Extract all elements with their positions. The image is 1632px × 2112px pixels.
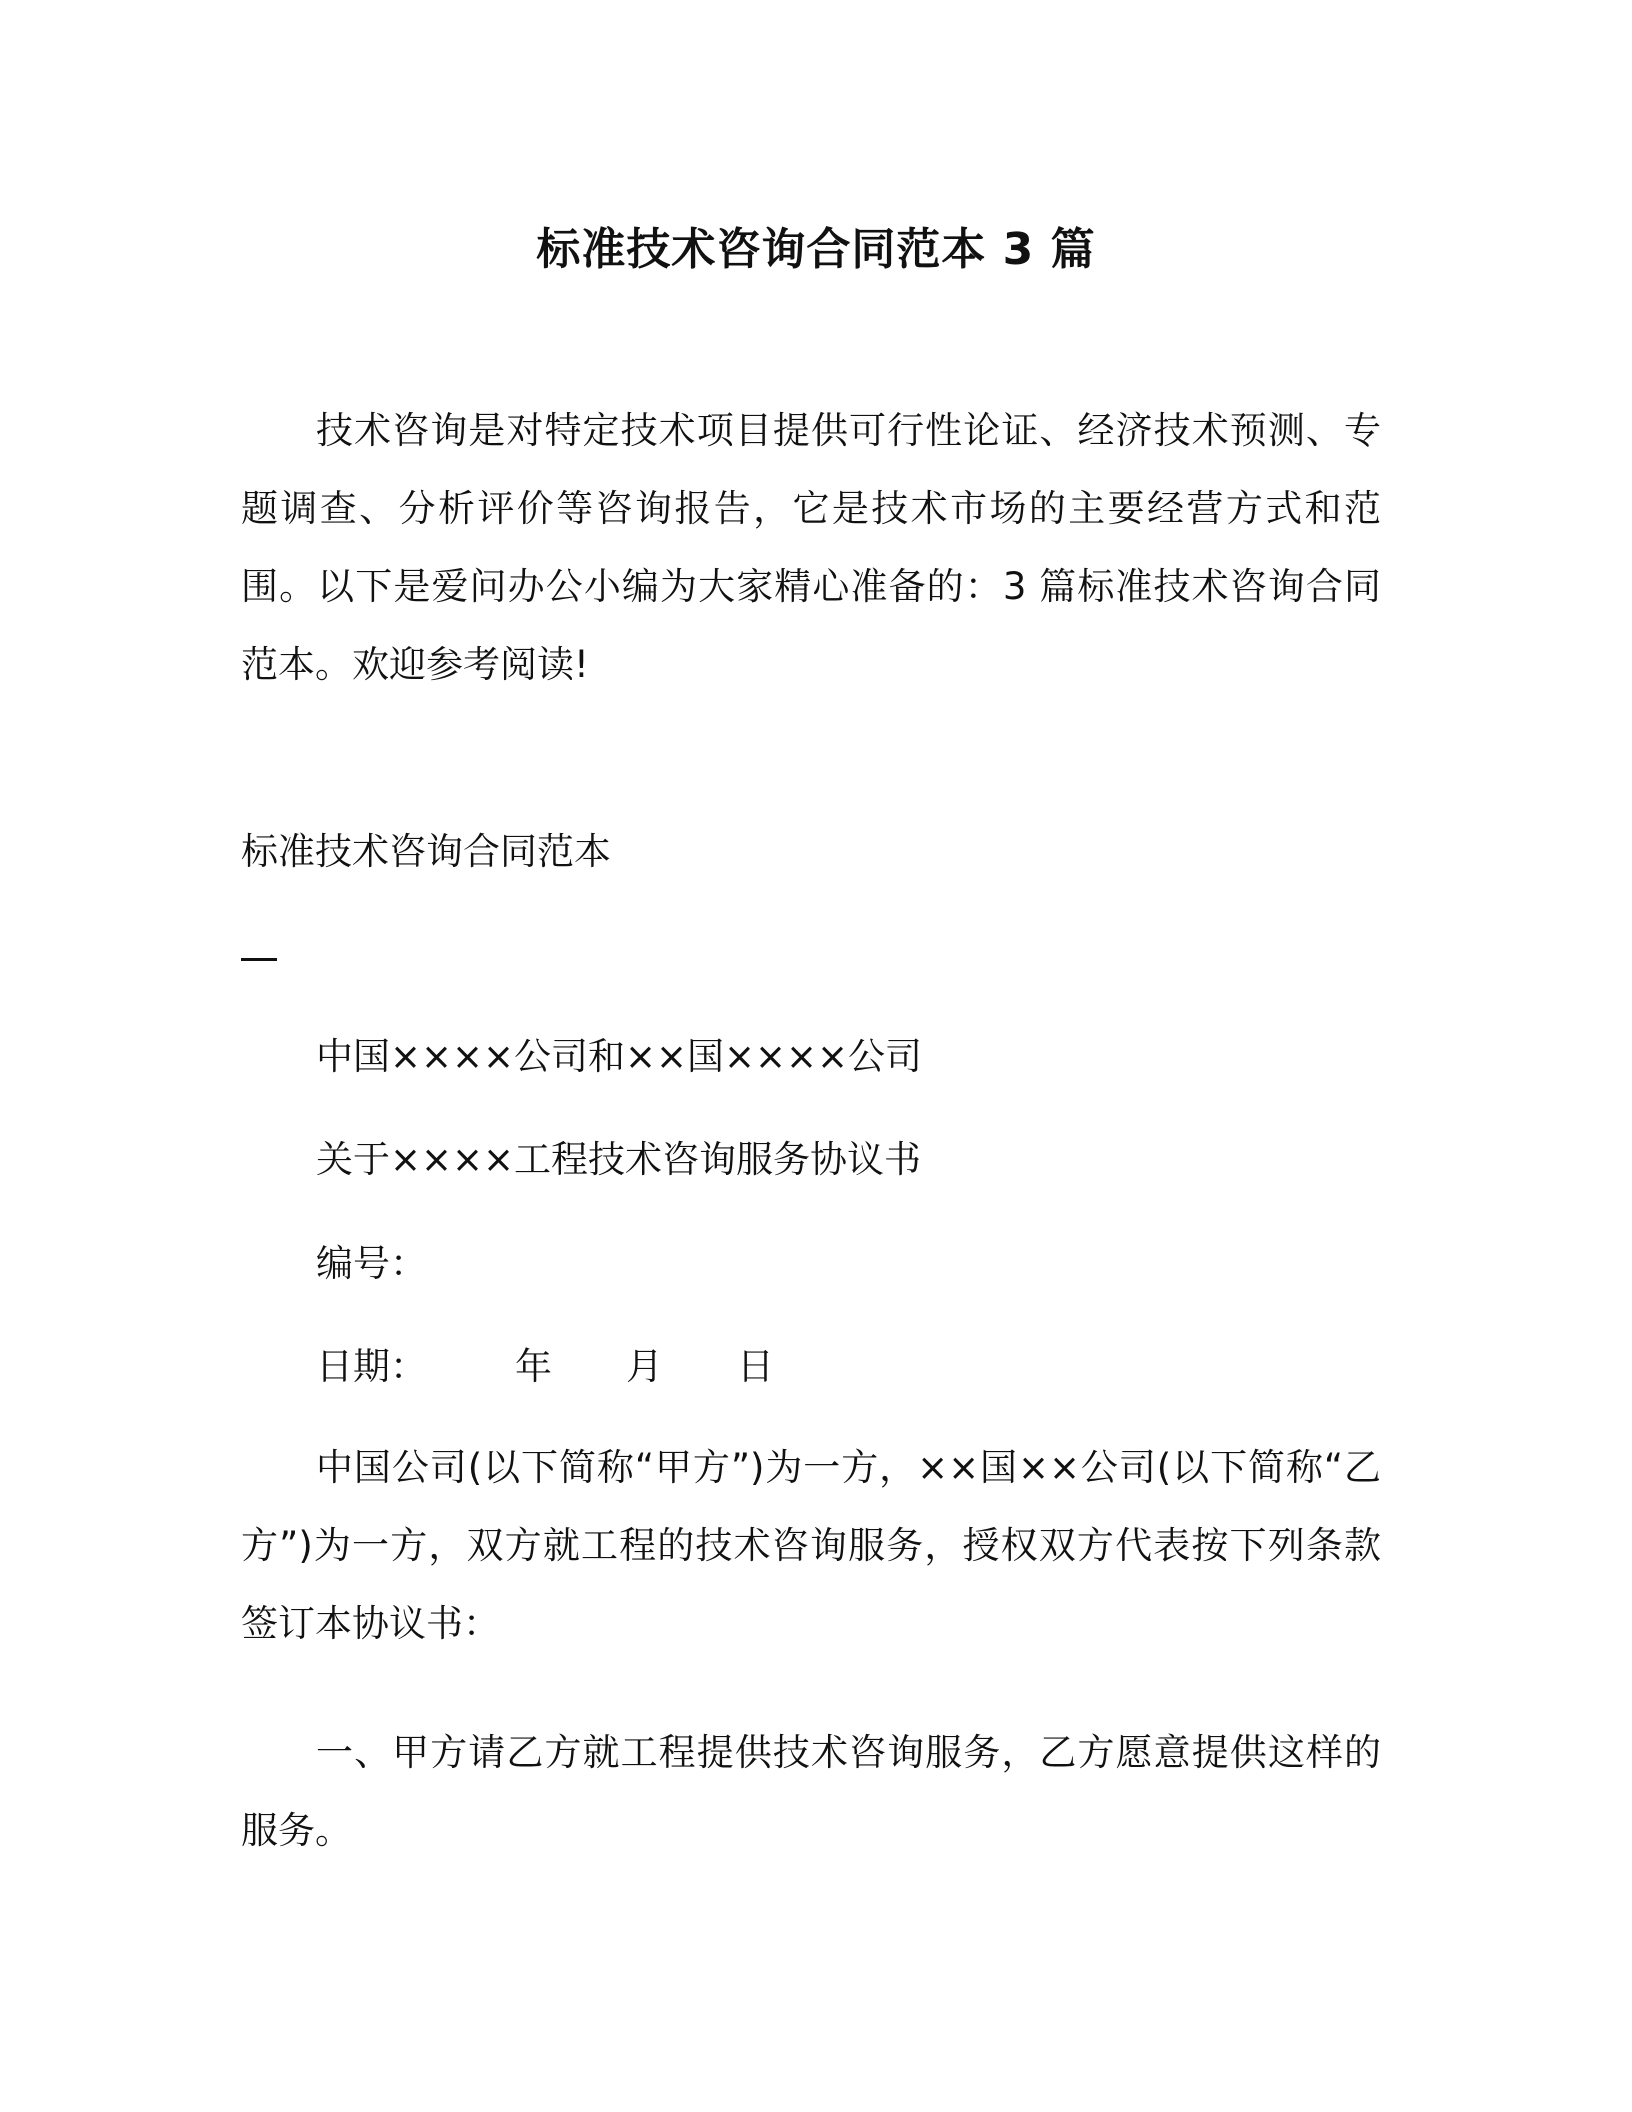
document-title: 标准技术咨询合同范本 3 篇 — [536, 224, 1096, 275]
date-line — [316, 1341, 774, 1393]
section-heading: 标准技术咨询合同范本 — [241, 830, 611, 873]
date-month: 月 — [626, 1345, 663, 1388]
date-year: 年 — [515, 1345, 552, 1388]
parties-line: 中国××××公司和××国××××公司 — [316, 1035, 923, 1078]
preamble-paragraph: 中国公司(以下简称“甲方”)为一方，××国××公司(以下简称“乙方”)为一方，双方就工程的技术咨询服务，授权双方代表按下列条款签订本协议书： — [241, 1446, 1381, 1645]
intro-paragraph: 技术咨询是对特定技术项目提供可行性论证、经济技术预测、专题调查、分析评价等咨询报告，它是技术市场的主要经营方式和范围。以下是爱问办公小编为大家精心准备的：3 篇标准技术咨询合同范本。欢迎参考阅读! — [241, 409, 1381, 686]
date-label: 日期： — [316, 1345, 427, 1388]
date-day: 日 — [737, 1345, 774, 1388]
clause-1-paragraph: 一、甲方请乙方就工程提供技术咨询服务，乙方愿意提供这样的服务。 — [241, 1731, 1381, 1852]
section-number — [241, 958, 277, 961]
agreement-title: 关于××××工程技术咨询服务协议书 — [316, 1138, 922, 1181]
number-label: 编号： — [316, 1242, 427, 1285]
